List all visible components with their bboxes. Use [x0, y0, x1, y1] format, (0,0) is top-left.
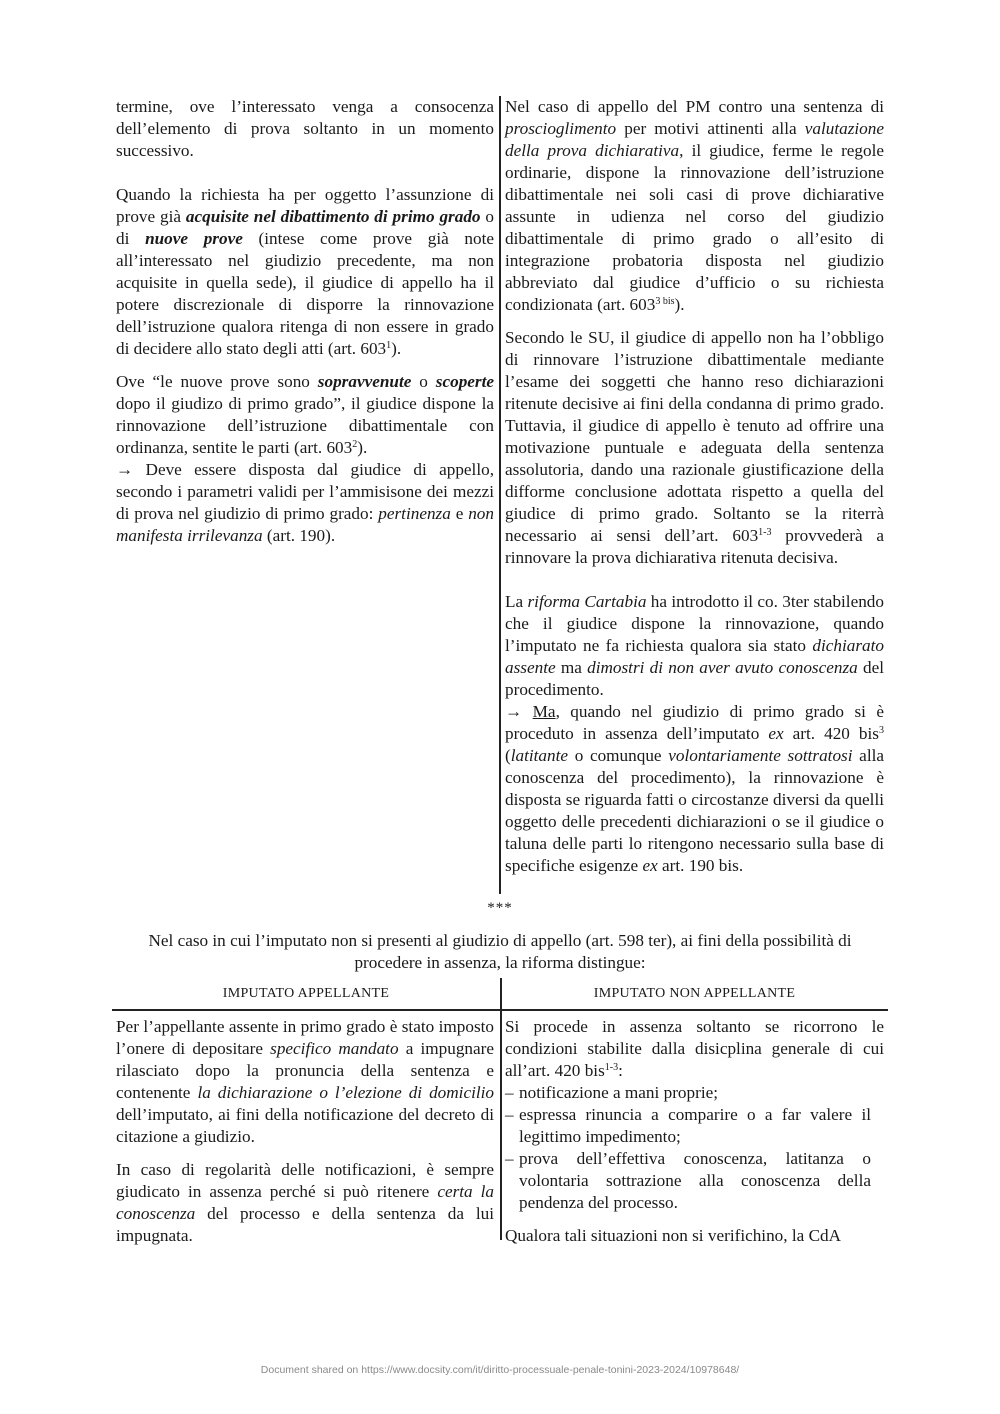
table-right-paragraph-1: Si procede in assenza soltanto se ricorrono le condizioni stabilite dalla disicplina generale di cui all’art. 420 bis$^{1-3}$:	[505, 1017, 884, 1080]
comparison-table	[112, 978, 888, 1245]
left-paragraph-2: Quando la richiesta ha per oggetto l’assunzione di prove già acquisite nel dibattimento di primo grado o di nuove prove (intese come prove già note all’interessato nel giudizio precedente, ma non acquisite in quella sede), il giudice di appello ha il potere discrezionale di disporre la rinnovazione dell’istruzione qualora ritenga di non essere in grado di decidere allo stato degli atti (art. $603^1$).	[116, 185, 495, 358]
right-column	[505, 96, 884, 888]
list-item: – prova dell’effettiva conoscenza, latitanza o volontaria sottrazione alla conoscenza della pendenza del processo.	[505, 1149, 871, 1212]
left-column	[116, 96, 494, 558]
conditions-list	[505, 1082, 884, 1214]
section-separator: ***	[487, 900, 513, 916]
list-item: – espressa rinuncia a comparire o a far valere il legittimo impedimento;	[505, 1105, 871, 1146]
table-right-paragraph-2: Qualora tali situazioni non si verifichino, la CdA	[505, 1226, 842, 1245]
right-paragraph-4: → Ma, quando nel giudizio di primo grado si è proceduto in assenza dell’imputato ex art. 420 bis$^3$ (latitante o comunque volontariamente sottratosi alla conoscenza del procedimento), la rinnovazione è disposta se riguarda fatti o circostanze diversi da quelli oggetto delle precedenti dichiarazioni o se il giudice o taluna delle parti lo ritengono necessario sulla base di specifiche esigenze ex art. 190 bis.	[505, 702, 885, 875]
table-cell-right	[505, 1016, 884, 1258]
right-paragraph-1: Nel caso di appello del PM contro una sentenza di proscioglimento per motivi attinenti alla valutazione della prova dichiarativa, il giudice, ferme le regole ordinarie, dispone la rinnovazione dell’istruzione dibattimentale nei soli casi di prove dichiarative assunte in udienza nel corso del giudizio dibattimentale di primo grado o all’esito di integrazione probatoria disposta nel giudizio abbreviato dal giudice d’ufficio o su richiesta condizionata (art. $603^{3 bis}$).	[505, 97, 885, 314]
left-paragraph-1: termine, ove l’interessato venga a consocenza dell’elemento di prova soltanto in un momento successivo.	[116, 97, 494, 160]
table-column-divider	[500, 978, 502, 1240]
column-divider	[499, 96, 501, 894]
left-paragraph-4: → Deve essere disposta dal giudice di appello, secondo i parametri validi per l’ammisisone dei mezzi di prova nel giudizio di primo grado: pertinenza e non manifesta irrilevanza (art. 190).	[116, 460, 494, 545]
right-paragraph-2: Secondo le SU, il giudice di appello non ha l’obbligo di rinnovare l’istruzione dibattimentale mediante l’esame dei soggetti che hanno reso dichiarazioni ritenute decisive ai fini della condanna di primo grado. Tuttavia, il giudice di appello è tenuto ad offrire una motivazione puntuale e adeguata della sentenza assolutoria, dando una razionale giustificazione della difforme conclusione adottata rispetto a quella del giudice di primo grado. Soltanto se la riterrà necessario ai sensi dell’art. 603$^{1-3}$ provvederà a rinnovare la prova dichiarativa ritenuta decisiva.	[505, 328, 884, 567]
left-paragraph-3: Ove “le nuove prove sono sopravvenute o scoperte dopo il giudizo di primo grado”, il giudice dispone la rinnovazione dell’istruzione dibattimentale con ordinanza, sentite le parti (art. $603^2$).	[116, 372, 495, 457]
list-item: – notificazione a mani proprie;	[505, 1083, 719, 1102]
table-left-paragraph-1: Per l’appellante assente in primo grado è stato imposto l’onere di depositare specifico mandato a impugnare rilasciato dopo la pronuncia della sentenza e contenente la dichiarazione o l’elezione di domicilio dell’imputato, ai fini della notificazione del decreto di citazione a giudizio.	[116, 1017, 494, 1146]
right-paragraph-3: La riforma Cartabia ha introdotto il co. 3ter stabilendo che il giudice dispone la rinnovazione, quando l’imputato ne fa richiesta qualora sia stato dichiarato assente ma dimostri di non aver avuto conoscenza del procedimento.	[505, 592, 884, 699]
table-left-paragraph-2: In caso di regolarità delle notificazioni, è sempre giudicato in assenza perché si può ritenere certa la conoscenza del processo e della sentenza da lui impugnata.	[116, 1160, 494, 1245]
intro-paragraph: Nel caso in cui l’imputato non si presenti al giudizio di appello (art. 598 ter), ai fini della possibilità di procedere in assenza, la riforma distingue:	[148, 931, 852, 972]
table-header-left: IMPUTATO APPELLANTE	[222, 985, 390, 1001]
table-cell-left	[116, 1016, 494, 1258]
two-column-section	[116, 96, 884, 896]
footer-source-note: Document shared on https://www.docsity.com/it/diritto-processuale-penale-tonini-2023-2024/10978648/	[260, 1364, 740, 1376]
table-header-right: IMPUTATO NON APPELLANTE	[593, 985, 796, 1001]
